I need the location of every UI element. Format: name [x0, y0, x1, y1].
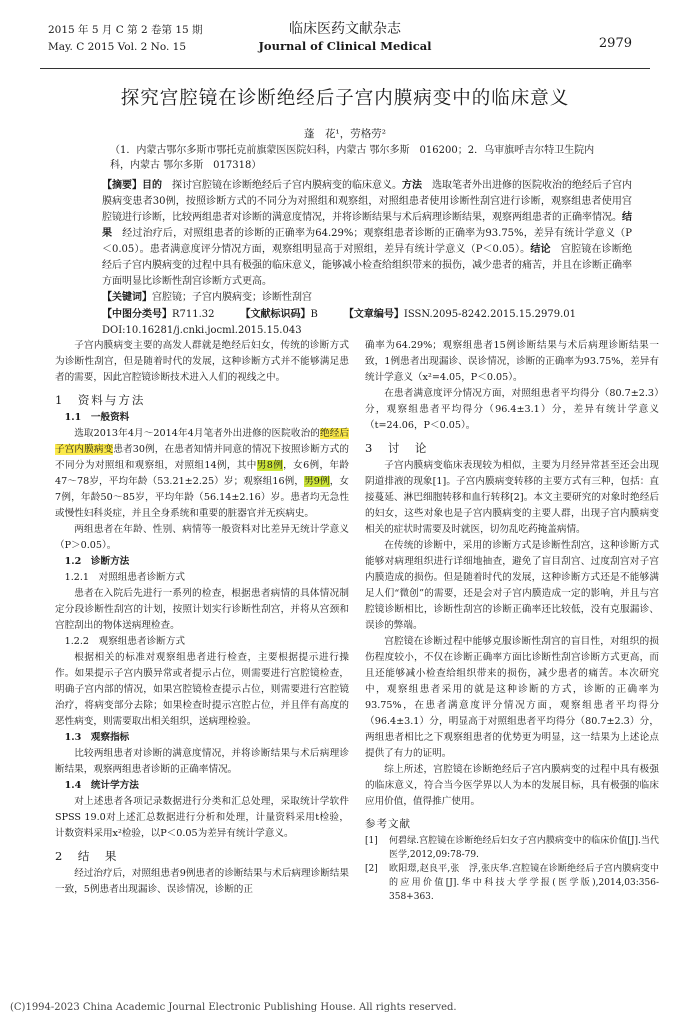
abstract-conclusion-label: 结论	[530, 244, 551, 255]
reference-item	[365, 834, 659, 862]
paragraph: 比较两组患者对诊断的满意度情况，并将诊断结果与术后病理诊断结果，观察两组患者诊断的正确率情况。	[55, 748, 349, 775]
journal-name	[0, 20, 690, 55]
text-run: 患者30例，在患者知情并同意的情况下按照诊断方式的不同分为对照组和观察组，对照组14例，其中	[55, 444, 350, 471]
keywords-label: 【关键词】	[102, 292, 152, 303]
journal-name-cn: 临床医药文献杂志	[289, 21, 401, 37]
header-rule	[40, 68, 650, 69]
keywords	[102, 290, 632, 306]
paragraph: 在患者满意度评分情况方面，对照组患者平均得分（80.7±2.3）分，观察组患者平均得分（96.4±3.1）分，差异有统计学意义（t=24.06，P＜0.05）。	[365, 388, 659, 431]
subsection-heading: 1.3 观察指标	[64, 732, 130, 743]
subsection-heading: 1.2 诊断方法	[64, 556, 130, 567]
intro-paragraph: 子宫内膜病变主要的高发人群就是绝经后妇女，传统的诊断方式为诊断性刮宫，但是随着时代的发展，这种诊断方式并不能够满足患者的需要，因此宫腔镜诊断技术进入人们的视线之中。	[55, 340, 349, 383]
subsection-heading: 1.1 一般资料	[64, 412, 130, 423]
right-column	[365, 338, 659, 904]
affiliation: （1．内蒙古鄂尔多斯市鄂托克前旗蒙医医院妇科，内蒙古 鄂尔多斯 016200；2．乌审旗呼吉尔特卫生院内科，内蒙古 鄂尔多斯 017318）	[110, 145, 595, 171]
highlighted-text: 绝经后子宫内膜病变	[55, 428, 349, 455]
references-heading: 参考文献	[365, 818, 411, 830]
reference-text: 欧阳璟,赵良平,张 浮,张庆华.宫腔镜在诊断绝经后子宫内膜病变中的应用价值[J].华中科技大学学报(医学版),2014,03:356-358+363.	[389, 864, 659, 902]
subsection-heading: 1.4 统计学方法	[64, 780, 139, 791]
text-run: ，女7例，年龄50～85岁，平均年龄（56.14±2.16）岁。患者均无急性或慢性妇科炎症，并且全身系统和重要的脏器官并无疾病史。	[55, 476, 349, 519]
abstract-methods-label: 方法	[402, 180, 422, 191]
reference-text: 何碧绿.宫腔镜在诊断绝经后妇女子宫内膜病变中的临床价值[J].当代医学,2012,09:78-79.	[389, 836, 659, 860]
page-number: 2979	[598, 36, 632, 51]
running-header	[0, 0, 690, 66]
issue-en: May. C 2015 Vol. 2 No. 15	[48, 41, 187, 53]
paragraph: 综上所述，宫腔镜在诊断绝经后子宫内膜病变的过程中具有极强的临床意义，符合当今医学界以人为本的发展目标，具有极强的临床应用价值，值得推广使用。	[365, 764, 659, 807]
paragraph: 根据相关的标准对观察组患者进行检查，主要根据提示进行操作。如果提示子宫内膜异常或者提示占位，则需要进行宫腔镜检查，明确子宫内部的情况，如果宫腔镜检查提示占位，则需要进行宫腔镜治疗，将病变部分去除；如果检查时提示宫腔占位，并且伴有高度的恶性病变，则需要取出相关组织，送病理检验。	[55, 652, 349, 727]
text-run: ，女6例，年龄47～78岁，平均年龄（53.21±2.25）岁；观察组16例，	[55, 460, 350, 487]
paragraph: 两组患者在年龄、性别、病情等一般资料对比差异无统计学意义（P＞0.05）。	[55, 524, 349, 551]
reference-item	[365, 862, 659, 904]
subsubsection-heading: 1.2.2 观察组患者诊断方式	[64, 636, 185, 647]
clc-value: R711.32	[172, 309, 215, 320]
doc-code-block	[241, 307, 318, 323]
issue-cn: 2015 年 5 月 C 第 2 卷第 15 期	[48, 24, 203, 36]
paragraph: 确率为64.29%；观察组患者15例诊断结果与术后病理诊断结果一致，1例患者出现漏诊、误诊情况，诊断的正确率为93.75%，差异有统计学意义（x²=4.05，P＜0.05）。	[365, 340, 659, 383]
abstract-conclusion: 宫腔镜在诊断绝经后子宫内膜病变的过程中具有极强的临床意义，能够减小检查给组织带来的损伤，减少患者的痛苦，并且在诊断正确率方面明显比诊断性刮宫诊断方式更高。	[102, 244, 633, 287]
reference-number: [2]	[365, 864, 378, 874]
highlighted-text: 男9例	[304, 476, 330, 487]
section-heading: 1 资料与方法	[55, 393, 146, 407]
paragraph: 宫腔镜在诊断过程中能够克服诊断性刮宫的盲目性，对组织的损伤程度较小，不仅在诊断正确率方面比诊断性刮宫诊断方式更高，而且还能够减小检查给组织带来的损伤，减少患者的痛苦。本次研究中，观察组患者采用的就是这种诊断的方式，诊断的正确率为93.75%，在患者满意度评分情况方面，观察组患者平均得分（96.4±3.1）分，明显高于对照组患者平均得分（80.7±2.3）分，两组患者相比之下观察组患者的优势更为明显，这一结果为上述论点提供了有力的证明。	[365, 636, 659, 759]
clc-block	[102, 307, 215, 323]
authors: 蓬 花¹，劳格劳²	[304, 128, 386, 140]
general-data-paragraph	[55, 426, 349, 522]
paragraph: 患者在入院后先进行一系列的检查，根据患者病情的具体情况制定分段诊断性刮宫的计划，按照计划实行诊断性刮宫，并将从宫颈和宫腔刮出的物体送病理检查。	[55, 588, 349, 631]
abstract-objective: 探讨宫腔镜在诊断绝经后子宫内膜病变的临床意义。	[162, 180, 402, 191]
abstract-objective-label: 目的	[142, 180, 162, 191]
left-column	[55, 338, 349, 898]
text-run: 选取2013年4月～2014年4月笔者外出进修的医院收治的	[74, 428, 320, 439]
copyright-footer: (C)1994-2023 China Academic Journal Electronic Publishing House. All rights reserved.	[10, 1002, 457, 1013]
paragraph: 在传统的诊断中，采用的诊断方式是诊断性刮宫，这种诊断方式能够对病理组织进行详细地抽查，避免了盲目刮宫、过度刮宫对子宫内膜造成的损伤。但是随着时代的发展，这种诊断方式还是不能够满足人们“微创”的需要，还是会对子宫内膜造成一定的影响，并且与宫腔镜诊断相比，诊断性刮宫的诊断正确率还比较低，没有克服漏诊、误诊的弊端。	[365, 540, 659, 631]
abstract	[102, 178, 632, 290]
paragraph: 子宫内膜病变临床表现较为相似，主要为月经异常甚至还会出现阴道排液的现象[1]。子宫内膜病变转移的主要方式有三种，包括：直接蔓延、淋巴细胞转移和血行转移[2]。本文主要研究的对象时绝经后的妇女，这些对象也是子宫内膜病变的主要人群，出现子宫内膜病变相关的症状时需要及时就医，切勿乱吃药掩盖病情。	[365, 460, 659, 535]
subsubsection-heading: 1.2.1 对照组患者诊断方式	[64, 572, 185, 583]
section-heading: 2 结 果	[55, 849, 119, 863]
doc-code-label: 【文献标识码】	[240, 309, 311, 320]
abstract-methods: 选取笔者外出进修的医院收治的绝经后子宫内膜病变患者30例，按照诊断方式的不同分为对照组和观察组，对照组患者使用诊断性刮宫进行诊断，观察组患者使用宫腔镜进行诊断，比较两组患者对诊断的满意度情况，并将诊断结果与术后病理诊断结果，观察两组患者的正确率情况。	[102, 180, 632, 223]
clc-label: 【中图分类号】	[102, 309, 172, 320]
keywords-text: 宫腔镜；子宫内膜病变；诊断性刮宫	[152, 292, 312, 303]
classification-info	[102, 307, 662, 339]
doc-code-value: B	[310, 309, 318, 320]
abstract-label: 【摘要】	[102, 180, 142, 191]
article-id-value: ISSN.2095-8242.2015.15.2979.01	[403, 309, 576, 320]
abstract-results-label: 结果	[102, 212, 632, 239]
reference-number: [1]	[365, 836, 378, 846]
article-id-block	[344, 307, 576, 323]
paragraph: 经过治疗后，对照组患者9例患者的诊断结果与术后病理诊断结果一致，5例患者出现漏诊、误诊情况，诊断的正	[55, 868, 349, 895]
doi: DOI:10.16281/j.cnki.jocml.2015.15.043	[102, 325, 302, 336]
journal-name-en: Journal of Clinical Medical	[258, 39, 432, 53]
abstract-results: 经过治疗后，对照组患者的诊断的正确率为64.29%；观察组患者诊断的正确率为93.75%，差异有统计学意义（P＜0.05）。患者满意度评分情况方面，观察组明显高于对照组，差异有统计学意义（P＜0.05）。	[102, 228, 632, 255]
highlighted-text: 男8例	[256, 460, 284, 471]
article-id-label: 【文章编号】	[343, 309, 404, 320]
paragraph: 对上述患者各项记录数据进行分类和汇总处理，采取统计学软件SPSS 19.0对上述汇总数据进行分析和处理，计量资料采用t检验，计数资料采用x²检验，以P＜0.05为差异有统计学意义。	[55, 796, 349, 839]
article-title: 探究宫腔镜在诊断绝经后子宫内膜病变中的临床意义	[120, 88, 570, 109]
section-heading: 3 讨 论	[365, 441, 429, 455]
